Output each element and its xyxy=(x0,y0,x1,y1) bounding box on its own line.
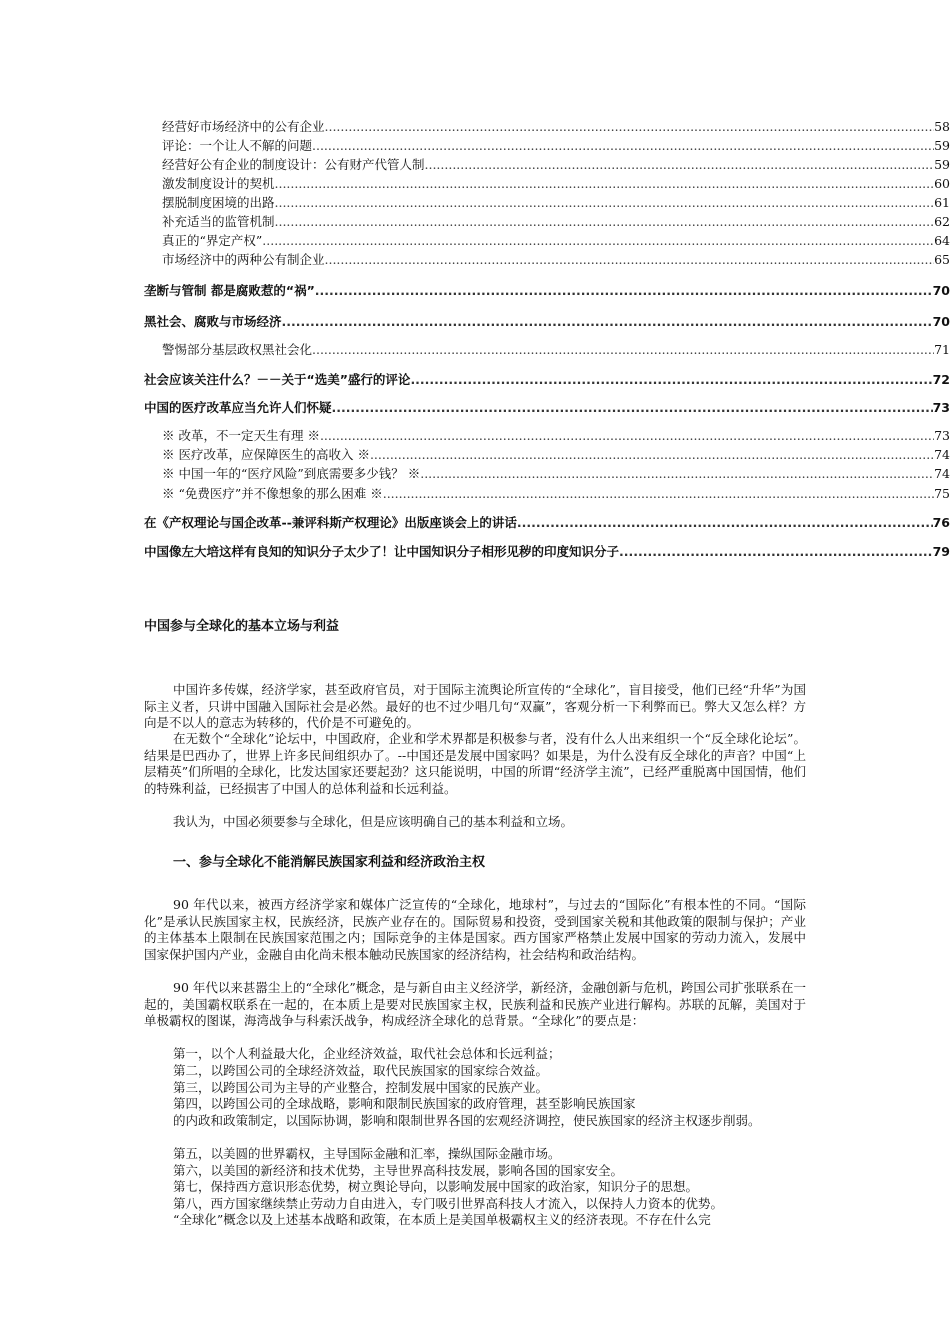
toc-entry[interactable] xyxy=(162,445,950,463)
toc-entry-page: 61 xyxy=(934,195,950,210)
toc-entry-title: 补充适当的监管机制 xyxy=(162,214,275,229)
toc-entry[interactable] xyxy=(162,193,950,211)
toc-leader-dots xyxy=(517,515,933,530)
toc-entry-title: 评论：一个让人不解的问题 xyxy=(162,138,313,153)
toc-leader-dots xyxy=(325,252,935,267)
toc-entry-page: 65 xyxy=(934,252,950,267)
toc-entry[interactable] xyxy=(162,340,950,358)
paragraph: 第一，以个人利益最大化，企业经济效益，取代社会总体和长远利益； xyxy=(173,1046,561,1061)
toc-entry-title: 经营好市场经济中的公有企业 xyxy=(162,119,325,134)
toc-entry[interactable] xyxy=(144,513,950,531)
toc-entry-title: ※ 医疗改革，应保障医生的高收入 ※ xyxy=(162,447,370,462)
toc-entry[interactable] xyxy=(162,174,950,192)
toc-entry-page: 73 xyxy=(934,428,950,443)
toc-entry[interactable] xyxy=(162,136,950,154)
paragraph: 在无数个“全球化”论坛中，中国政府，企业和学术界都是积极参与者，没有什么人出来组织一个“反全球化论坛”。结果是巴西办了，世界上许多民间组织办了。--中国还是发展中国家吗？如果是，为什么没有反全球化的声音？中国“上层精英”们所唱的全球化，比发达国家还要起劲？这只能说明，中国的所谓“经济学主流”，已经严重脱离中国国情，他们的特殊利益，已经损害了中国人的总体利益和长远利益。 xyxy=(144,731,806,796)
toc-entry-page: 60 xyxy=(934,176,950,191)
toc-entry[interactable] xyxy=(144,312,950,330)
toc-entry-title: 经营好公有企业的制度设计：公有财产代管人制 xyxy=(162,157,425,172)
paragraph: 第四，以跨国公司的全球战略，影响和限制民族国家的政府管理，甚至影响民族国家 xyxy=(173,1096,636,1111)
article-title: 中国参与全球化的基本立场与利益 xyxy=(144,619,340,634)
toc-entry-page: 70 xyxy=(932,283,950,298)
paragraph: 90 年代以来甚嚣尘上的“全球化”概念，是与新自由主义经济学，新经济，金融创新与危机，跨国公司扩张联系在一起的，美国霸权联系在一起的，在本质上是要对民族国家主权，民族利益和民族产业进行解构。苏联的瓦解，美国对于单极霸权的图谋，海湾战争与科索沃战争，构成经济全球化的总背景。“全球化”的要点是： xyxy=(144,980,806,1029)
toc-entry-page: 58 xyxy=(934,119,950,134)
toc-entry-page: 72 xyxy=(932,372,950,387)
section-heading: 一、参与全球化不能消解民族国家利益和经济政治主权 xyxy=(173,855,486,870)
toc-leader-dots xyxy=(420,466,934,481)
toc-entry-page: 70 xyxy=(932,314,950,329)
toc-entry-page: 59 xyxy=(934,138,950,153)
paragraph: 第五，以美圆的世界霸权，主导国际金融和汇率，操纵国际金融市场。 xyxy=(173,1146,561,1161)
toc-entry[interactable] xyxy=(144,281,950,299)
toc-entry[interactable] xyxy=(162,155,950,173)
paragraph: “全球化”概念以及上述基本战略和政策，在本质上是美国单极霸权主义的经济表现。不存在什么完 xyxy=(173,1212,711,1227)
paragraph: 第二，以跨国公司的全球经济效益，取代民族国家的国家综合效益。 xyxy=(173,1063,549,1078)
toc-entry-title: 中国像左大培这样有良知的知识分子太少了！让中国知识分子相形见秽的印度知识分子 xyxy=(144,544,620,559)
toc-entry-title: 黑社会、腐败与市场经济 xyxy=(144,314,282,329)
toc-entry-page: 74 xyxy=(934,466,950,481)
toc-leader-dots xyxy=(312,342,934,357)
toc-entry-title: 激发制度设计的契机 xyxy=(162,176,275,191)
toc-entry[interactable] xyxy=(162,250,950,268)
toc-entry[interactable] xyxy=(162,484,950,502)
toc-entry-page: 64 xyxy=(934,233,950,248)
toc-entry-page: 79 xyxy=(932,544,950,559)
toc-entry-title: 垄断与管制 都是腐败惹的“祸” xyxy=(144,283,315,298)
toc-leader-dots xyxy=(275,214,935,229)
toc-entry-page: 59 xyxy=(934,157,950,172)
toc-entry-title: ※ 中国一年的“医疗风险”到底需要多少钱？ ※ xyxy=(162,466,421,481)
toc-leader-dots xyxy=(619,544,933,559)
toc-entry-page: 62 xyxy=(934,214,950,229)
toc-entry-title: 社会应该关注什么？－－关于“选美”盛行的评论 xyxy=(144,372,411,387)
toc-leader-dots xyxy=(383,486,934,501)
paragraph: 第六，以美国的新经济和技术优势，主导世界高科技发展，影响各国的国家安全。 xyxy=(173,1163,624,1178)
toc-entry[interactable] xyxy=(162,464,950,482)
toc-entry-title: 真正的“界定产权” xyxy=(162,233,263,248)
toc-entry[interactable] xyxy=(144,542,950,560)
toc-leader-dots xyxy=(262,233,934,248)
toc-entry-page: 74 xyxy=(934,447,950,462)
toc-entry-title: 警惕部分基层政权黑社会化 xyxy=(162,342,313,357)
toc-entry-title: 在《产权理论与国企改革--兼评科斯产权理论》出版座谈会上的讲话 xyxy=(144,515,517,530)
toc-leader-dots xyxy=(370,447,934,462)
toc-entry[interactable] xyxy=(144,370,950,388)
toc-leader-dots xyxy=(312,138,934,153)
toc-leader-dots xyxy=(325,119,935,134)
paragraph: 的内政和政策制定，以国际协调，影响和限制世界各国的宏观经济调控，使民族国家的经济主权逐步削弱。 xyxy=(173,1113,761,1128)
toc-entry[interactable] xyxy=(162,117,950,135)
toc-leader-dots xyxy=(320,428,934,443)
toc-entry-page: 73 xyxy=(932,400,950,415)
toc-leader-dots xyxy=(332,400,933,415)
toc-leader-dots xyxy=(282,314,933,329)
toc-leader-dots xyxy=(315,283,933,298)
paragraph: 90 年代以来，被西方经济学家和媒体广泛宣传的“全球化，地球村”，与过去的“国际化”有根本性的不同。“国际化”是承认民族国家主权，民族经济，民族产业存在的。国际贸易和投资，受到国家关税和其他政策的限制与保护；产业的主体基本上限制在民族国家范围之内；国际竞争的主体是国家。西方国家严格禁止发展中国家的劳动力流入，发展中国家保护国内产业，金融自由化尚未根本触动民族国家的经济结构，社会结构和政治结构。 xyxy=(144,897,806,962)
toc-leader-dots xyxy=(275,195,935,210)
toc-entry-page: 76 xyxy=(932,515,950,530)
toc-entry-title: ※ 改革，不一定天生有理 ※ xyxy=(162,428,320,443)
toc-leader-dots xyxy=(425,157,935,172)
toc-entry[interactable] xyxy=(162,426,950,444)
toc-entry-title: 摆脱制度困境的出路 xyxy=(162,195,275,210)
toc-entry-title: 市场经济中的两种公有制企业 xyxy=(162,252,325,267)
toc-leader-dots xyxy=(410,372,932,387)
toc-entry-page: 71 xyxy=(934,342,950,357)
toc-entry[interactable] xyxy=(162,231,950,249)
toc-entry-title: 中国的医疗改革应当允许人们怀疑 xyxy=(144,400,332,415)
toc-entry-page: 75 xyxy=(934,486,950,501)
toc-leader-dots xyxy=(275,176,935,191)
paragraph: 第八，西方国家继续禁止劳动力自由进入，专门吸引世界高科技人才流入，以保持人力资本的优势。 xyxy=(173,1196,724,1211)
toc-entry[interactable] xyxy=(162,212,950,230)
paragraph: 我认为，中国必须要参与全球化，但是应该明确自己的基本利益和立场。 xyxy=(173,814,574,829)
toc-entry-title: ※ “免费医疗”并不像想象的那么困难 ※ xyxy=(162,486,383,501)
paragraph: 第三，以跨国公司为主导的产业整合，控制发展中国家的民族产业。 xyxy=(173,1080,549,1095)
paragraph: 中国许多传媒，经济学家，甚至政府官员，对于国际主流舆论所宣传的“全球化”，盲目接受，他们已经“升华”为国际主义者，只讲中国融入国际社会是必然。最好的也不过少唱几句“双赢”，客观分析一下利弊而已。弊大又怎么样？方向是不以人的意志为转移的，代价是不可避免的。 xyxy=(144,682,806,731)
toc-entry[interactable] xyxy=(144,398,950,416)
paragraph: 第七，保持西方意识形态优势，树立舆论导向，以影响发展中国家的政治家，知识分子的思想。 xyxy=(173,1179,699,1194)
